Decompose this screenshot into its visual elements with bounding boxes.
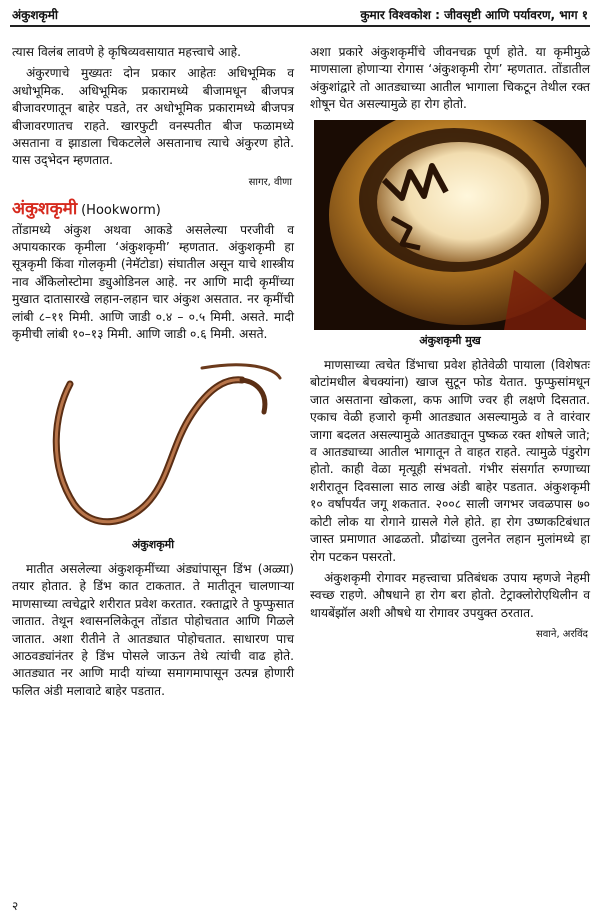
entry-title: अंकुशकृमी: [12, 199, 78, 220]
hookworm-image: [12, 354, 294, 534]
left-paragraph-3: तोंडामध्ये अंकुश अथवा आकडे असलेल्या परजीवी व अपायकारक कृमीला ‘अंकुशकृमी’ म्हणतात. अंकुशकृमी हा सूत्रकृमी किंवा गोलकृमी (नेमॅटोडा) संघातील असून याचे शास्त्रीय नाव ॲंकिलोस्टोमा ड्युओडिनल आहे. नर आणि मादी कृमींच्या मुखात दातासारखे लहान-लहान चार अंकुश असतात. नर कृमींची लांबी ८–११ मिमी. आणि जाडी ०.४ – ०.५ मिमी. असते. मादी कृमीची लांबी १०–१३ मिमी. आणि जाडी ०.६ मिमी. असते.: [12, 222, 294, 342]
hookworm-figure: [12, 354, 294, 553]
hookworm-caption: अंकुशकृमी: [131, 537, 175, 551]
left-column: [12, 44, 294, 704]
running-header: [10, 4, 590, 26]
header-rule: [10, 25, 590, 27]
left-paragraph-1: त्यास विलंब लावणे हे कृषिव्यवसायात महत्त्वाचे आहे.: [12, 45, 241, 59]
page-number: २: [12, 899, 19, 913]
right-paragraph-1: अशा प्रकारे अंकुशकृमींचे जीवनचक्र पूर्ण होते. या कृमीमुळे माणसाला होणाऱ्या रोगास ‘अंकुशकृमी रोग’ म्हणतात. तोंडातील अंकुशांद्वारे तो आतड्याच्या आतील भागाला चिकटून तेथील रक्त शोषून घेत असल्यामुळे हा रोग होतो.: [310, 45, 590, 112]
entry-heading: [12, 201, 294, 219]
hookworm-mouth-caption: अंकुशकृमी मुख: [419, 333, 481, 347]
right-paragraph-2: माणसाच्या त्वचेत डिंभाचा प्रवेश होतेवेळी पायाला (विशेषतः बोटांमधील बेचक्यांना) खाज सुटून फोड येतात. फुप्फुसांमधून जात असताना खोकला, कफ आणि ज्वर ही लक्षणे दिसतात. एकाच वेळी हजारो कृमी आतड्यात असल्यामुळे व ते वारंवार जागा बदलत असल्यामुळे आतड्यातून पुष्कळ रक्त शोषले जाते; व आतड्याच्या आतील भागातून ते वाहत राहते. त्यामुळे पंडुरोग होतो. काही वेळा मृत्यूही संभवतो. गंभीर संसर्गात रुग्णाच्या शरीरातून दिवसाला साठ लाख अंडी बाहेर पडतात. अंकुशकृमी १० वर्षांपर्यंत जगू शकतात. २००८ साली जगभर जवळपास ७० कोटी लोक या रोगाने ग्रासले गेले होते. हा रोग उष्णकटिबंधात जास्त प्रमाणात आढळतो. प्रौढांच्या तुलनेत लहान मुलांमध्ये हा रोग पटकन पसरतो.: [310, 358, 590, 564]
hookworm-mouth-image: [314, 120, 586, 330]
right-column: [310, 44, 590, 654]
entry-latin-name: (Hookworm): [81, 203, 161, 219]
left-paragraph-2: अंकुरणाचे मुख्यतः दोन प्रकार आहेतः अधिभूमिक व अधोभूमिक. अधिभूमिक प्रकारामध्ये बीजामधून बीजपत्र बीजावरणातून बाहेर पडते, तर अधोभूमिक प्रकारामध्ये बीजपत्र बीजावरणातच राहते. खारफुटी वनस्पतीत बीज फळामध्ये असताना व झाडाला चिकटलेले असतानाच त्याचे अंकुरण होते. यास उद्‌भेदन म्हणतात.: [12, 66, 294, 168]
header-book-title: कुमार विश्वकोश : जीवसृष्टी आणि पर्यावरण, भाग १: [360, 8, 588, 22]
hookworm-mouth-figure: [310, 120, 590, 349]
left-paragraph-4: मातीत असलेल्या अंकुशकृमींच्या अंड्यांपासून डिंभ (अळ्या) तयार होतात. हे डिंभ कात टाकतात. ते मातीतून चालणाऱ्या माणसाच्या त्वचेद्वारे शरीरात प्रवेश करतात. रक्ताद्वारे ते फुप्फुसात जातात. तेथून श्वासनलिकेतून तोंडात पोहोचतात आणि गिळले जातात. अशा रीतीने ते आतड्यात पोहोचतात. साधारण पाच आठवड्यांनंतर हे डिंभ पोसले जाऊन तेथे त्यांची वाढ होते. आतड्यात नर आणि मादी यांच्या समागमापासून उत्पन्न होणारी फलित अंडी मलावाटे बाहेर पडतात.: [12, 561, 294, 698]
right-paragraph-3: अंकुशकृमी रोगावर महत्त्वाचा प्रतिबंधक उपाय म्हणजे नेहमी स्वच्छ राहणे. औषधाने हा रोग बरा होतो. टेट्राक्लोरोएथिलीन व थायबेंझॉल अशी औषधे या रोगावर उपयुक्त ठरतात.: [310, 570, 590, 620]
author-credit-1: सागर, वीणा: [248, 176, 292, 188]
author-credit-2: सवाने, अरविंद: [535, 629, 588, 641]
header-entry-name: अंकुशकृमी: [12, 8, 59, 22]
